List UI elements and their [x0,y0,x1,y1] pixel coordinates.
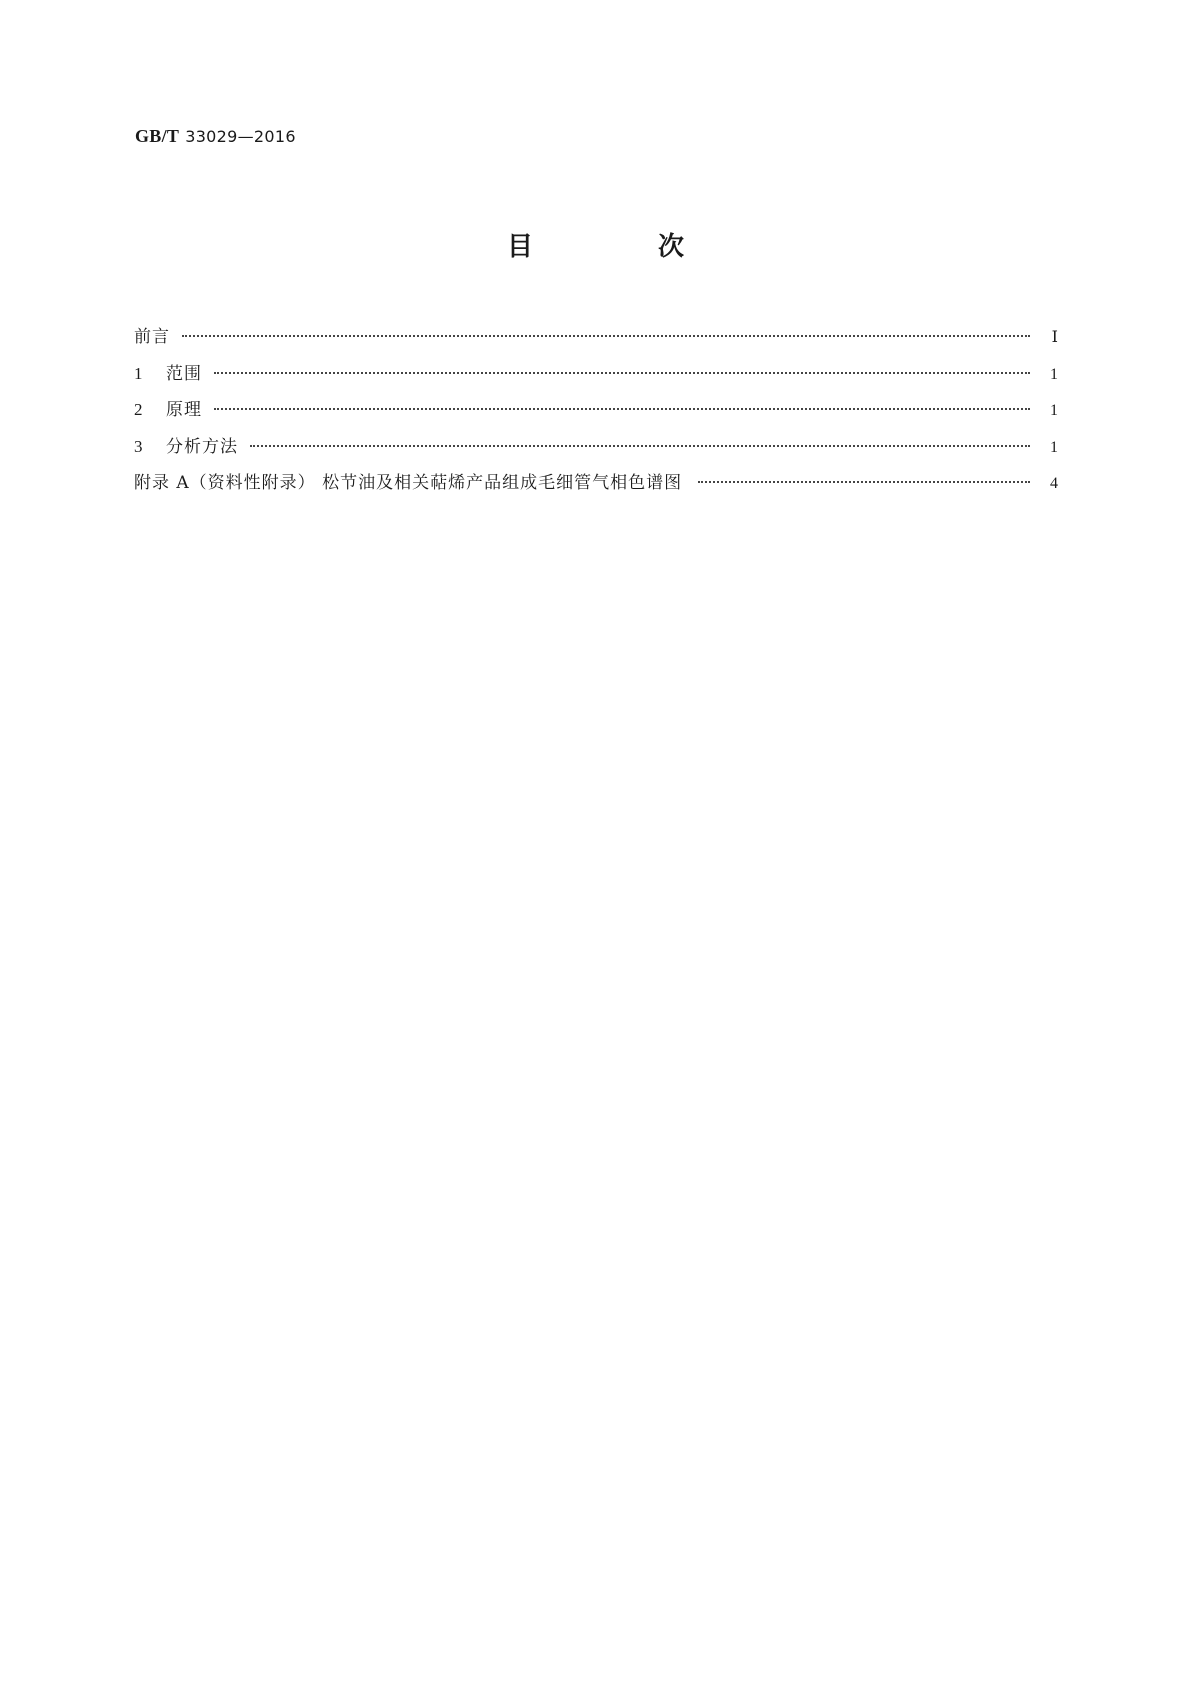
toc-entry-principle[interactable] [134,399,1058,436]
toc-title: 目 次 [506,232,743,262]
toc-entry-number: 1 [134,363,143,383]
toc-entry-foreword[interactable] [134,326,1058,363]
toc-entry-page: 1 [1050,438,1058,456]
toc-leader-dots [182,334,1030,337]
toc-entry-label: 范围 [166,363,202,384]
standard-code [135,126,296,147]
toc-entry-label: 分析方法 [166,436,238,457]
toc-entry-number: 3 [134,436,143,456]
toc-entry-page: 1 [1050,365,1058,383]
toc-leader-dots [214,371,1030,374]
toc-entry-page: 4 [1050,475,1058,492]
toc-leader-dots [214,407,1030,410]
table-of-contents [134,326,1058,509]
toc-entry-scope[interactable] [134,363,1058,400]
toc-entry-page: Ⅰ [1051,329,1058,346]
toc-entry-label: 前言 [134,327,170,347]
toc-entry-analysis-method[interactable] [134,436,1058,473]
toc-entry-appendix-a[interactable] [134,472,1058,509]
toc-leader-dots [250,444,1030,447]
toc-entry-label: 原理 [166,400,202,420]
toc-entry-label: 附录 A（资料性附录） 松节油及相关萜烯产品组成毛细管气相色谱图 [134,473,683,493]
standard-number: 33029—2016 [185,127,296,146]
toc-leader-dots [698,480,1030,483]
toc-entry-page: 1 [1050,402,1058,419]
toc-entry-number: 2 [134,400,143,419]
standard-prefix: GB/T [135,126,180,146]
